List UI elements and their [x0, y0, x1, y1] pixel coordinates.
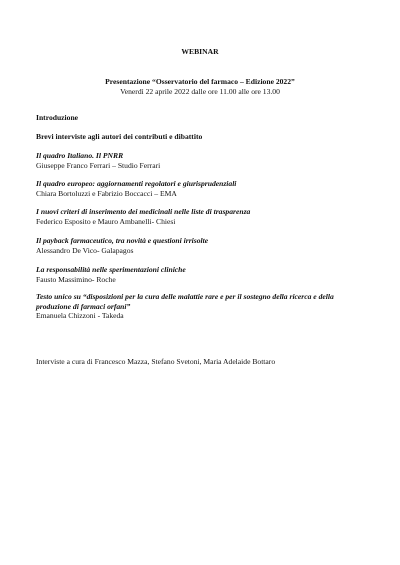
agenda-item-authors: Federico Esposito e Mauro Ambanelli- Chiesi: [36, 216, 176, 226]
agenda-item-title: Testo unico su “disposizioni per la cura delle malattie rare e per il sostegno della ricerca e della produzione di farmaci orfani”: [36, 292, 334, 311]
agenda-item: [36, 207, 366, 226]
agenda-item-authors: Alessandro De Vico- Galapagos: [36, 245, 134, 255]
agenda-item-title: I nuovi criteri di inserimento dei medicinali nelle liste di trasparenza: [36, 207, 251, 216]
footer-credits: Interviste a cura di Francesco Mazza, Stefano Svetoni, Maria Adelaide Bottaro: [36, 357, 276, 366]
event-date: Venerdì 22 aprile 2022 dalle ore 11.00 alle ore 13.00: [120, 87, 280, 96]
agenda-item: [36, 179, 366, 198]
agenda-item-title: Il quadro europeo: aggiornamenti regolatori e giurisprudenziali: [36, 179, 237, 188]
section-interviews: Brevi interviste agli autori dei contributi e dibattito: [36, 132, 203, 141]
agenda-item: [36, 265, 366, 284]
agenda-item-authors: Giuseppe Franco Ferrari – Studio Ferrari: [36, 160, 161, 170]
agenda-item-title: Il payback farmaceutico, tra novità e questioni irrisolte: [36, 236, 209, 245]
agenda-item-authors: Emanuela Chizzoni - Takeda: [36, 311, 124, 320]
agenda-item-title: La responsabilità nelle sperimentazioni cliniche: [36, 265, 186, 274]
agenda-item: [36, 236, 366, 255]
agenda-item-authors: Chiara Bortoluzzi e Fabrizio Boccacci – EMA: [36, 188, 177, 198]
section-introduction: Introduzione: [36, 113, 79, 122]
agenda-item-authors: Fausto Massimino- Roche: [36, 274, 116, 284]
webinar-title: WEBINAR: [181, 47, 219, 56]
presentation-title: Presentazione “Osservatorio del farmaco – Edizione 2022”: [105, 77, 295, 86]
agenda-item-title: Il quadro Italiano. Il PNRR: [36, 151, 124, 160]
agenda-item: [36, 151, 366, 170]
agenda-item: [36, 292, 366, 321]
